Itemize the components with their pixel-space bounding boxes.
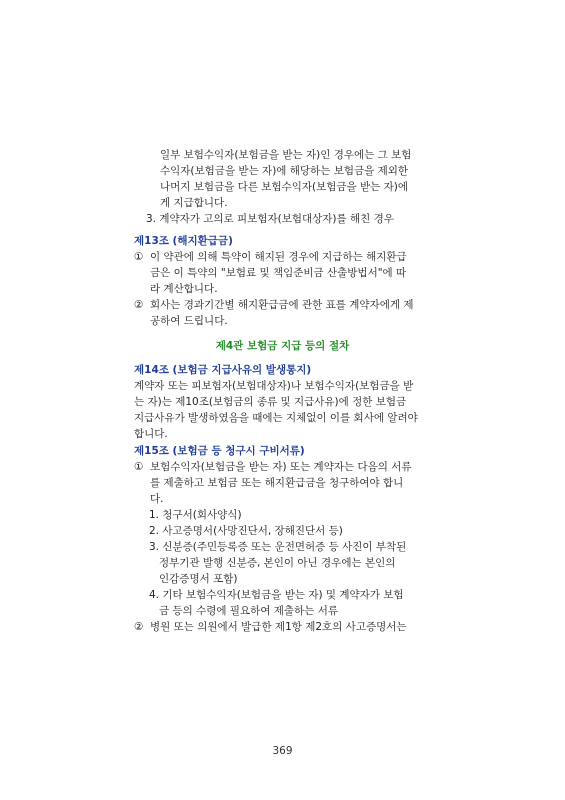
- subitem-line: 인감증명서 포함): [149, 573, 238, 585]
- item-marker: ②: [134, 299, 144, 311]
- text-line: 게 지급합니다.: [160, 197, 228, 209]
- list-item-3: [146, 211, 394, 227]
- text-line: 나머지 보험금을 다른 보험수익자(보험금을 받는 자)에: [160, 181, 409, 193]
- subitem-line: 4. 기타 보험수익자(보험금을 받는 자) 및 계약자가 보험: [149, 589, 404, 601]
- text-line: 합니다.: [134, 428, 168, 440]
- text-line: 수익자(보험금을 받는 자)에 해당하는 보험금을 제외한: [160, 165, 409, 177]
- article-15-subitems: [149, 507, 406, 619]
- text-line: 보험수익자(보험금을 받는 자) 또는 계약자는 다음의 서류: [150, 461, 412, 473]
- article-15-item-2: [134, 619, 407, 635]
- text-line: 일부 보험수익자(보험금을 받는 자)인 경우에는 그 보험: [160, 149, 412, 161]
- article-15-heading: 제15조 (보험금 등 청구시 구비서류): [134, 445, 305, 457]
- article-13-item-2: [134, 297, 434, 329]
- subitem-line: 1. 청구서(회사양식): [149, 509, 242, 521]
- text-line: 다.: [150, 493, 164, 505]
- text-line: 금은 이 특약의 "보험료 및 책임준비금 산출방법서"에 따: [150, 267, 407, 279]
- article-14-heading: 제14조 (보험금 지급사유의 발생통지): [134, 364, 312, 376]
- text-line: 는 자)는 제10조(보험금의 종류 및 지급사유)에 정한 보험금: [134, 396, 407, 408]
- subitem-line: 3. 신분증(주민등록증 또는 운전면허증 등 사진이 부착된: [149, 541, 407, 553]
- subitem-line: 정부기관 발행 신분증, 본인이 아닌 경우에는 본인의: [149, 557, 396, 569]
- item-marker: ①: [134, 251, 144, 263]
- text-line: 라 계산합니다.: [150, 283, 218, 295]
- item-marker: ②: [134, 621, 144, 633]
- item-marker: ①: [134, 461, 144, 473]
- page-number: 369: [272, 745, 293, 757]
- text-line: 공하여 드립니다.: [150, 315, 228, 327]
- subitem-line: 금 등의 수령에 필요하여 제출하는 서류: [149, 605, 338, 617]
- text-line: 를 제출하고 보험금 또는 해지환급금을 청구하여야 합니: [150, 477, 404, 489]
- section-title: 제4관 보험금 지급 등의 절차: [215, 340, 350, 352]
- article-15-item-1: [134, 459, 434, 507]
- article-13-item-1: [134, 249, 434, 297]
- text-line: 계약자 또는 피보험자(보험대상자)나 보험수익자(보험금을 받: [134, 380, 414, 392]
- text-line: 3. 계약자가 고의로 피보험자(보험대상자)를 해친 경우: [146, 213, 394, 225]
- text-line: 병원 또는 의원에서 발급한 제1항 제2호의 사고증명서는: [150, 621, 407, 633]
- text-line: 이 약관에 의해 특약이 해지된 경우에 지급하는 해지환급: [150, 251, 407, 263]
- subitem-line: 2. 사고증명서(사망진단서, 장해진단서 등): [149, 525, 343, 537]
- intro-paragraph: [160, 147, 411, 211]
- article-14-body: [134, 378, 418, 442]
- text-line: 지급사유가 발생하였음을 때에는 지체없이 이를 회사에 알려야: [134, 412, 418, 424]
- text-line: 회사는 경과기간별 해지환급금에 관한 표를 계약자에게 제: [150, 299, 414, 311]
- article-13-heading: 제13조 (해지환급금): [134, 235, 233, 247]
